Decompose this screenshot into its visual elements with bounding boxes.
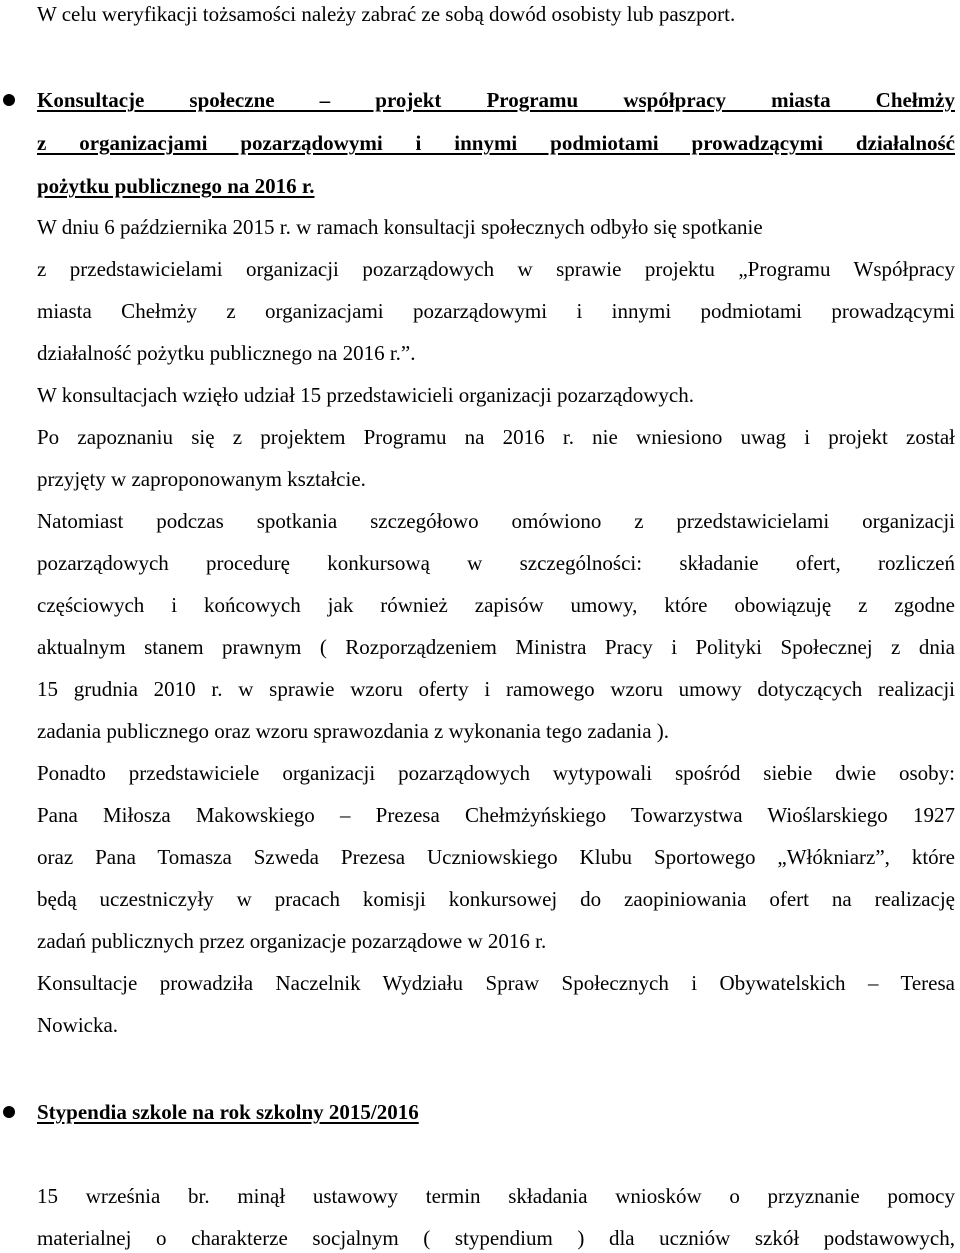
para5-line-2: Pana Miłosza Makowskiego – Prezesa Chełmżyńskiego Towarzystwa Wioślarskiego 1927 <box>37 803 955 827</box>
para1-line-2: z przedstawicielami organizacji pozarządowych w sprawie projektu „Programu Współpracy <box>37 257 955 281</box>
para6-line-1: Konsultacje prowadziła Naczelnik Wydziału Spraw Społecznych i Obywatelskich – Teresa <box>37 971 955 995</box>
para4-line-2: pozarządowych procedurę konkursową w szczególności: składanie ofert, rozliczeń <box>37 551 955 575</box>
section2-para-line-1: 15 września br. minął ustawowy termin składania wniosków o przyznanie pomocy <box>37 1184 955 1208</box>
intro-line: W celu weryfikacji tożsamości należy zabrać ze sobą dowód osobisty lub paszport. <box>37 2 736 26</box>
para5-line-3: oraz Pana Tomasza Szweda Prezesa Uczniowskiego Klubu Sportowego „Włókniarz”, które <box>37 845 955 869</box>
para1-line-4: działalność pożytku publicznego na 2016 r.”. <box>37 341 416 365</box>
bullet-icon <box>3 94 15 106</box>
para4-line-4: aktualnym stanem prawnym ( Rozporządzeniem Ministra Pracy i Polityki Społecznej z dnia <box>37 635 955 659</box>
section2-heading: Stypendia szkole na rok szkolny 2015/2016 <box>37 1100 419 1124</box>
para4-line-1: Natomiast podczas spotkania szczegółowo omówiono z przedstawicielami organizacji <box>37 509 955 533</box>
para4-line-3: częściowych i końcowych jak również zapisów umowy, które obowiązuję z zgodne <box>37 593 955 617</box>
para5-line-4: będą uczestniczyły w pracach komisji konkursowej do zaopiniowania ofert na realizację <box>37 887 955 911</box>
para5-line-5: zadań publicznych przez organizacje pozarządowe w 2016 r. <box>37 929 547 953</box>
bullet-icon <box>3 1106 15 1118</box>
para4-line-5: 15 grudnia 2010 r. w sprawie wzoru oferty i ramowego wzoru umowy dotyczących realizacji <box>37 677 955 701</box>
para2-line-1: W konsultacjach wzięło udział 15 przedstawicieli organizacji pozarządowych. <box>37 383 694 407</box>
section1-heading-line-3: pożytku publicznego na 2016 r. <box>37 174 315 198</box>
para5-line-1: Ponadto przedstawiciele organizacji pozarządowych wytypowali spośród siebie dwie osoby: <box>37 761 955 785</box>
para1-line-1: W dniu 6 października 2015 r. w ramach konsultacji społecznych odbyło się spotkanie <box>37 215 763 239</box>
section1-heading-line-2: z organizacjami pozarządowymi i innymi podmiotami prowadzącymi działalność <box>37 131 955 155</box>
section2-para-line-2: materialnej o charakterze socjalnym ( stypendium ) dla uczniów szkół podstawowych, <box>37 1226 955 1250</box>
section1-heading-line-1: Konsultacje społeczne – projekt Programu współpracy miasta Chełmży <box>37 88 955 112</box>
para4-line-6: zadania publicznego oraz wzoru sprawozdania z wykonania tego zadania ). <box>37 719 670 743</box>
para6-line-2: Nowicka. <box>37 1013 119 1037</box>
para3-line-2: przyjęty w zaproponowanym kształcie. <box>37 467 366 491</box>
para3-line-1: Po zapoznaniu się z projektem Programu na 2016 r. nie wniesiono uwag i projekt został <box>37 425 955 449</box>
para1-line-3: miasta Chełmży z organizacjami pozarządowymi i innymi podmiotami prowadzącymi <box>37 299 955 323</box>
